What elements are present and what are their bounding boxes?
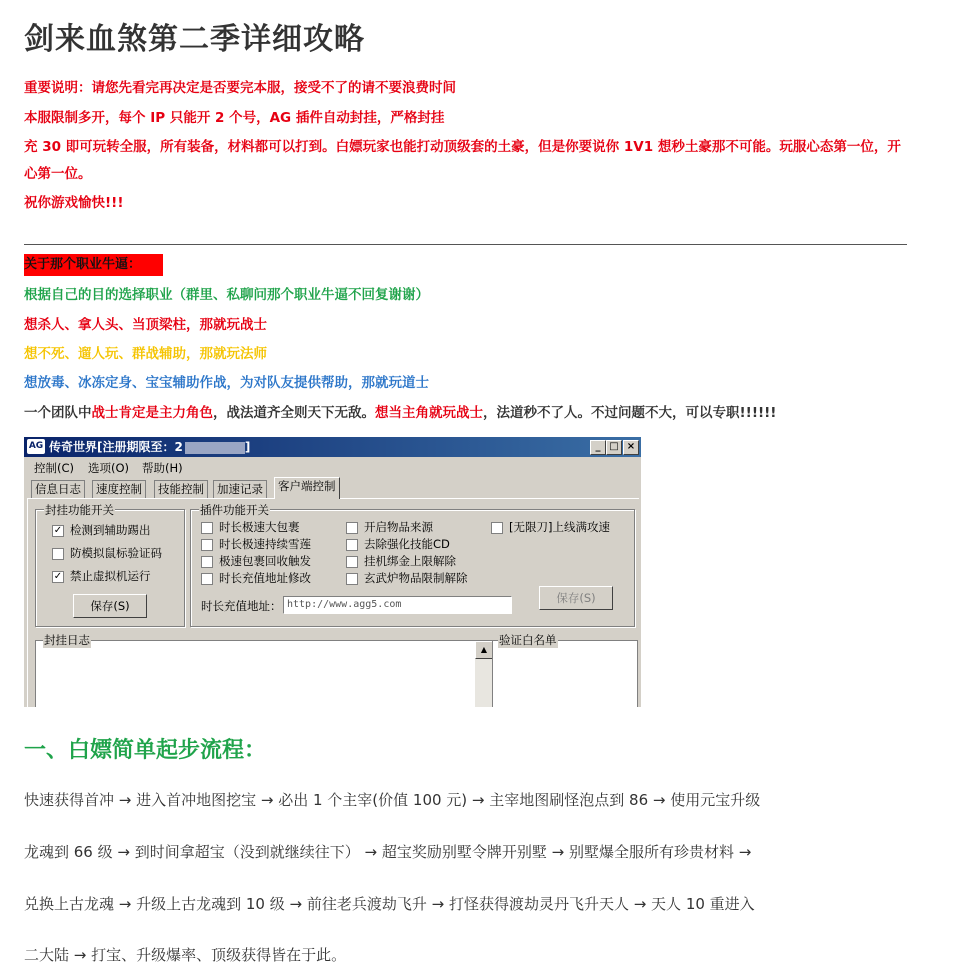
tab-client-control[interactable]: 客户端控制 xyxy=(274,477,340,499)
maximize-icon[interactable]: □ xyxy=(606,440,622,455)
url-label: 时长充值地址： xyxy=(201,599,282,613)
checkbox-detect-assist[interactable] xyxy=(52,522,151,538)
tab-panel xyxy=(27,498,639,707)
checkbox-label: 玄武炉物品限制解除 xyxy=(364,571,468,585)
checkbox-plugin[interactable] xyxy=(346,570,468,586)
dialog-titlebar xyxy=(24,437,641,457)
group-label: 封挂功能开关 xyxy=(45,503,114,517)
summary-part: 一个团队中 xyxy=(24,405,92,421)
checkbox-label: 防模拟鼠标验证码 xyxy=(70,546,162,560)
career-taoist: 想放毒、冰冻定身、宝宝辅助作战，为对队友提供帮助，那就玩道士 xyxy=(24,375,429,391)
dialog-title xyxy=(49,437,250,457)
app-logo-icon: AG xyxy=(27,439,45,454)
flow-line: 快速获得首冲 → 进入首冲地图挖宝 → 必出 1 个主宰(价值 100 元) → 主宰地图刷怪泡点到 86 → 使用元宝升级 xyxy=(24,791,761,809)
checkbox-plugin[interactable] xyxy=(201,519,300,535)
checkbox-label: 开启物品来源 xyxy=(364,520,433,534)
tab-speed-control[interactable]: 速度控制 xyxy=(92,480,146,498)
checkbox-label: 检测到辅助踢出 xyxy=(70,523,151,537)
checkbox-label: 时长充值地址修改 xyxy=(219,571,311,585)
save-button[interactable]: 保存(S) xyxy=(73,594,147,618)
checkbox-label: 挂机绑金上限解除 xyxy=(364,554,456,568)
career-heading: 关于那个职业牛逼： xyxy=(24,254,163,276)
flow-line: 兑换上古龙魂 → 升级上古龙魂到 10 级 → 前往老兵渡劫飞升 → 打怪获得渡劫灵丹飞升天人 → 天人 10 重进入 xyxy=(24,895,755,913)
career-warrior: 想杀人、拿人头、当顶梁柱，那就玩战士 xyxy=(24,317,267,333)
checkbox-box[interactable] xyxy=(201,522,213,534)
menu-options[interactable]: 选项(O) xyxy=(88,461,130,475)
menu-control[interactable]: 控制(C) xyxy=(34,461,75,475)
divider xyxy=(24,244,907,245)
recharge-url-input[interactable]: http://www.agg5.com xyxy=(283,596,512,614)
dialog-screenshot xyxy=(24,437,641,707)
checkbox-plugin[interactable] xyxy=(346,553,456,569)
whitelist-label: 验证白名单 xyxy=(499,633,557,647)
log-box[interactable] xyxy=(35,640,493,707)
checkbox-label: 极速包裹回收触发 xyxy=(219,554,311,568)
career-summary xyxy=(24,403,776,423)
checkbox-box[interactable] xyxy=(52,548,64,560)
checkbox-plugin[interactable] xyxy=(201,553,311,569)
whitelist-box[interactable] xyxy=(492,640,638,707)
log-scrollbar[interactable] xyxy=(475,641,492,707)
group-label: 插件功能开关 xyxy=(200,503,269,517)
anti-cheat-group xyxy=(35,503,185,627)
career-mage: 想不死、遛人玩、群战辅助，那就玩法师 xyxy=(24,346,267,362)
checkbox-plugin[interactable] xyxy=(346,519,433,535)
plugin-save-button[interactable]: 保存(S) xyxy=(539,586,613,610)
summary-part: ，法道秒不了人。不过问题不大，可以专职!!!!!! xyxy=(483,405,777,421)
checkbox-box[interactable]: ✓ xyxy=(53,524,63,536)
redacted-date xyxy=(185,442,245,454)
tab-skill-control[interactable]: 技能控制 xyxy=(154,480,208,498)
note-recharge: 充 30 即可玩转全服，所有装备，材料都可以打到。白嫖玩家也能打动顶级套的土豪，但是你要说你 1V1 想秒土豪那不可能。玩服心态第一位，开心第一位。 xyxy=(24,139,901,182)
checkbox-box[interactable] xyxy=(201,573,213,585)
flow-line: 二大陆 → 打宝、升级爆率、顶级获得皆在于此。 xyxy=(24,946,347,964)
log-label: 封挂日志 xyxy=(44,633,90,647)
checkbox-plugin[interactable] xyxy=(346,536,450,552)
checkbox-label: 时长极速大包裹 xyxy=(219,520,300,534)
note-ip-limit: 本服限制多开，每个 IP 只能开 2 个号，AG 插件自动封挂，严格封挂 xyxy=(24,110,445,126)
checkbox-box[interactable] xyxy=(346,556,358,568)
checkbox-box[interactable] xyxy=(201,539,213,551)
checkbox-box[interactable] xyxy=(346,573,358,585)
checkbox-plugin[interactable] xyxy=(201,570,311,586)
checkbox-box[interactable] xyxy=(491,522,503,534)
checkbox-anti-mouse[interactable] xyxy=(52,545,162,561)
summary-highlight: 战士肯定是主力角色 xyxy=(91,405,213,421)
note-important: 重要说明：请您先看完再决定是否要完本服，接受不了的请不要浪费时间 xyxy=(24,80,456,96)
dialog-title-text: 传奇世界[注册期限至：2 xyxy=(49,440,183,454)
checkbox-label: 去除强化技能CD xyxy=(364,537,450,551)
dialog-title-end: ] xyxy=(244,440,251,454)
scroll-up-icon[interactable]: ▲ xyxy=(475,641,493,659)
checkbox-box[interactable]: ✓ xyxy=(53,570,63,582)
checkbox-ban-vm[interactable] xyxy=(52,568,151,584)
summary-part: ，战法道齐全则天下无敌。 xyxy=(213,405,375,421)
checkbox-label: 时长极速持续雪莲 xyxy=(219,537,311,551)
section-title: 一、白嫖简单起步流程： xyxy=(24,738,267,763)
tab-speed-record[interactable]: 加速记录 xyxy=(213,480,267,498)
menu-help[interactable]: 帮助(H) xyxy=(142,461,183,475)
plugin-group xyxy=(190,503,635,627)
flow-line: 龙魂到 66 级 → 到时间拿超宝（没到就继续往下） → 超宝奖励别墅令牌开别墅 → 别墅爆全服所有珍贵材料 → xyxy=(24,843,752,861)
page-title: 剑来血煞第二季详细攻略 xyxy=(24,22,365,57)
tab-info-log[interactable]: 信息日志 xyxy=(31,480,85,498)
checkbox-unlimited-blade[interactable] xyxy=(491,519,610,535)
summary-highlight: 想当主角就玩战士 xyxy=(375,405,483,421)
checkbox-label: 禁止虚拟机运行 xyxy=(70,569,151,583)
minimize-icon[interactable]: _ xyxy=(590,440,606,455)
close-icon[interactable]: × xyxy=(623,440,639,455)
checkbox-box[interactable] xyxy=(346,539,358,551)
checkbox-box[interactable] xyxy=(201,556,213,568)
checkbox-box[interactable] xyxy=(346,522,358,534)
checkbox-plugin[interactable] xyxy=(201,536,311,552)
checkbox-label: [无限刀]上线满攻速 xyxy=(509,520,610,534)
note-greeting: 祝你游戏愉快!!! xyxy=(24,195,124,211)
career-intro: 根据自己的目的选择职业（群里、私聊问那个职业牛逼不回复谢谢） xyxy=(24,287,429,303)
